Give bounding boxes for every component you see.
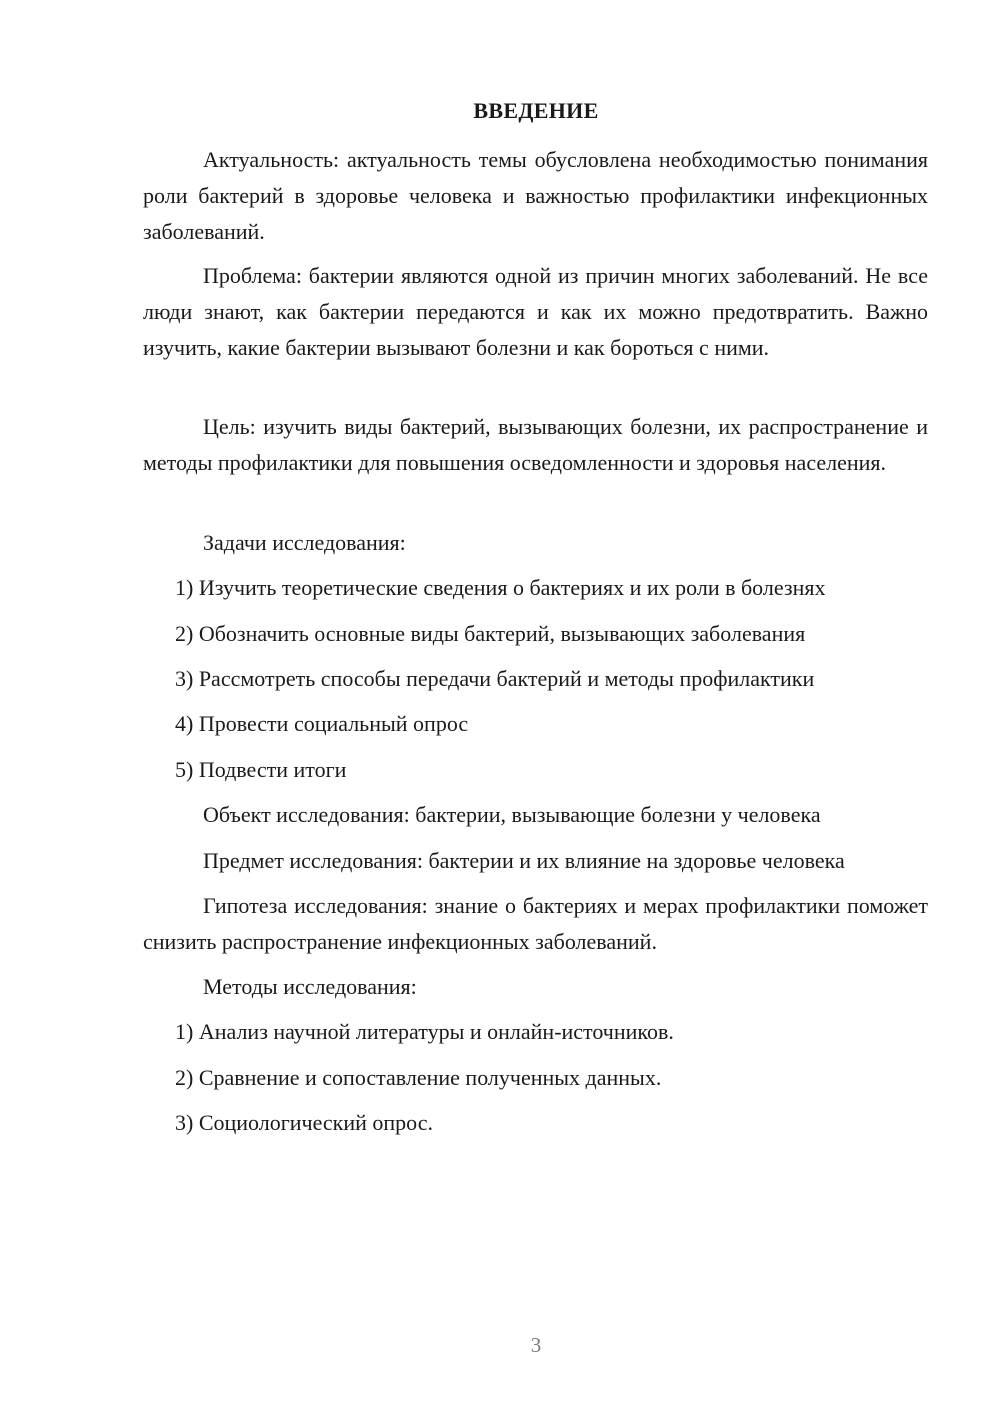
hypothesis-paragraph [143, 888, 928, 960]
hypothesis-text: Гипотеза исследования: знание о бактериях и мерах профилактики поможет снизить распространение инфекционных заболеваний. [143, 893, 928, 954]
task-item: 5) Подвести итоги [175, 757, 347, 782]
task-item: 2) Обозначить основные виды бактерий, вызывающих заболевания [175, 621, 806, 646]
task-item: 1) Изучить теоретические сведения о бактериях и их роли в болезнях [175, 575, 826, 600]
problem-text: Проблема: бактерии являются одной из причин многих заболеваний. Не все люди знают, как бактерии передаются и как их можно предотвратить. Важно изучить, какие бактерии вызывают болезни и как бороться с ними. [143, 263, 928, 360]
relevance-paragraph [143, 142, 928, 250]
goal-paragraph [143, 409, 928, 481]
problem-paragraph [143, 258, 928, 366]
object-text: Объект исследования: бактерии, вызывающие болезни у человека [203, 802, 821, 827]
method-item: 2) Сравнение и сопоставление полученных данных. [175, 1065, 662, 1090]
subject-text: Предмет исследования: бактерии и их влияние на здоровье человека [203, 848, 845, 873]
method-item: 3) Социологический опрос. [175, 1110, 433, 1135]
method-item: 1) Анализ научной литературы и онлайн-источников. [175, 1019, 674, 1044]
section-title: ВВЕДЕНИЕ [473, 98, 599, 123]
tasks-heading: Задачи исследования: [203, 530, 406, 555]
goal-text: Цель: изучить виды бактерий, вызывающих болезни, их распространение и методы профилактики для повышения осведомленности и здоровья населения. [143, 414, 928, 475]
methods-heading: Методы исследования: [203, 974, 417, 999]
page-number: 3 [530, 1333, 542, 1357]
relevance-text: Актуальность: актуальность темы обусловлена необходимостью понимания роли бактерий в здоровье человека и важностью профилактики инфекционных заболеваний. [143, 147, 928, 244]
task-item: 3) Рассмотреть способы передачи бактерий и методы профилактики [175, 666, 815, 691]
task-item: 4) Провести социальный опрос [175, 711, 469, 736]
